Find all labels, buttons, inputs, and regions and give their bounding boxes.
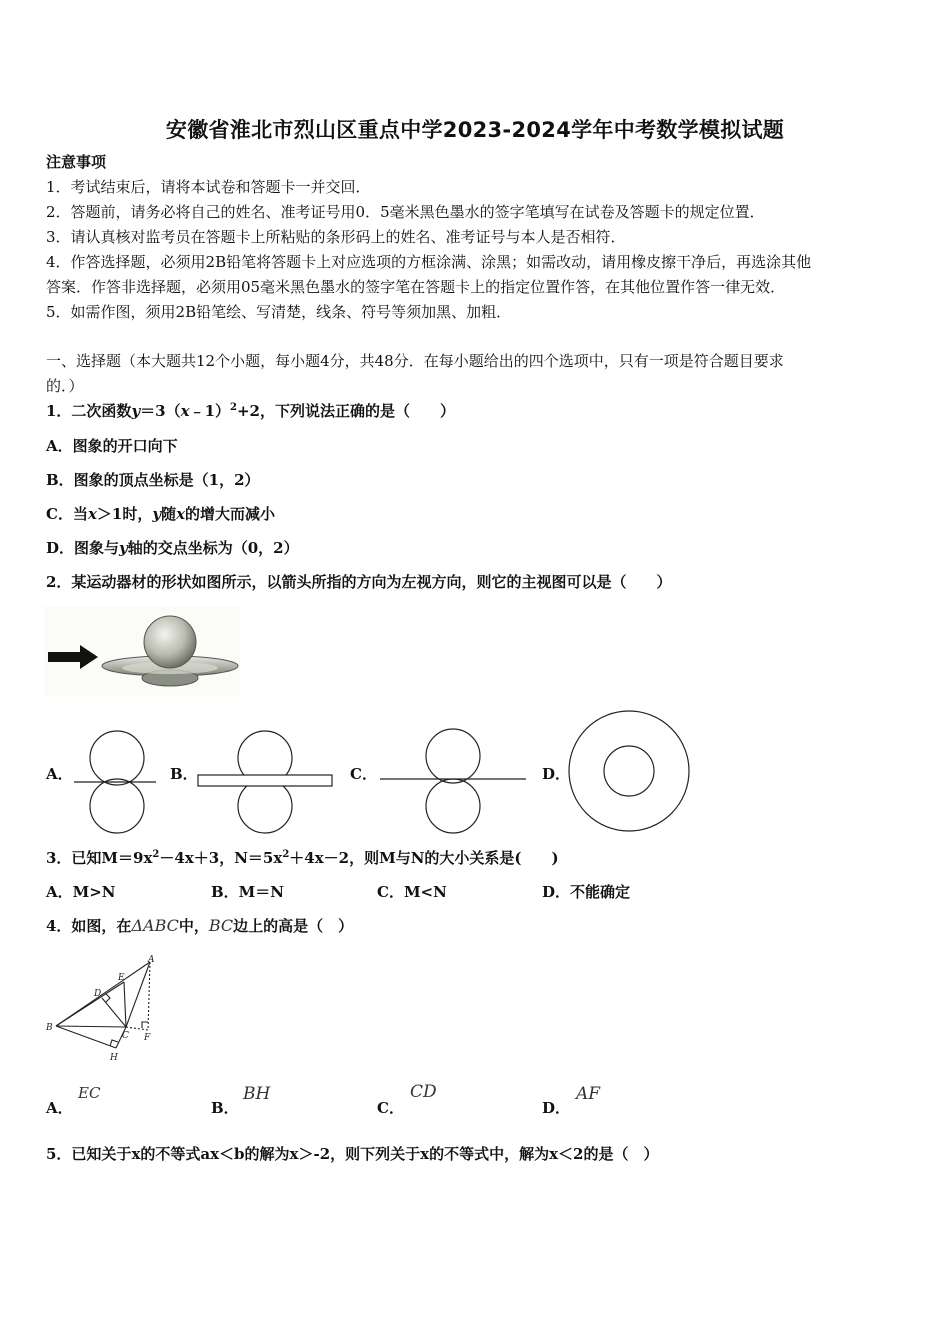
point-label-a: A	[148, 955, 155, 965]
q4-option-d-label: D．	[542, 1099, 571, 1117]
note-item-2: 2．答题前，请务必将自己的姓名、准考证号用0．5毫米黑色墨水的签字笔填写在试卷及答题卡的规定位置．	[46, 203, 765, 221]
q3-stem: 3．已知$M=9x^2-4x+3$，$N=5x^2+4x-2$，则M与N的大小关系是( )	[46, 849, 559, 867]
section-heading-cont: 的．）	[46, 377, 84, 395]
q4-option-d-answer: AF	[576, 1084, 601, 1104]
q1-option-a: A．图象的开口向下	[46, 437, 178, 455]
q2-option-d-label: D．	[542, 765, 571, 783]
q5-stem: 5．已知关于x的不等式ax＜b的解为x＞-2，则下列关于x的不等式中，解为x＜2的是（ ）	[46, 1145, 659, 1163]
point-label-e: E	[118, 973, 125, 983]
q4-option-b-answer: BH	[243, 1084, 271, 1104]
q2-option-a-label: A．	[46, 765, 73, 783]
q2-option-b-label: B．	[170, 765, 198, 783]
q3-option-b: B．M＝N	[211, 883, 284, 901]
q4-option-c-answer: CD	[410, 1082, 437, 1102]
section-heading: 一、选择题（本大题共12个小题，每小题4分，共48分．在每小题给出的四个选项中，只有一项是符合题目要求	[46, 352, 784, 370]
q4-option-b-label: B．	[211, 1099, 239, 1117]
q1-option-c: C．当x＞1时，y随x的增大而减小	[46, 505, 276, 523]
q3-option-a: A．M>N	[46, 883, 116, 901]
point-label-h: H	[110, 1053, 118, 1063]
q2-equipment-figure	[44, 606, 240, 696]
point-label-f: F	[144, 1033, 151, 1043]
q2-stem: 2．某运动器材的形状如图所示，以箭头所指的方向为左视方向，则它的主视图可以是（ ）	[46, 573, 672, 591]
note-item-4-cont: 答案．作答非选择题，必须用05毫米黑色墨水的签字笔在答题卡上的指定位置作答，在其他位置作答一律无效．	[46, 278, 786, 296]
q4-option-a-label: A．	[46, 1099, 73, 1117]
q2-option-a-figure	[70, 730, 160, 834]
q1-option-d: D．图象与y轴的交点坐标为（0，2）	[46, 539, 299, 557]
note-item-4: 4．作答选择题，必须用2B铅笔将答题卡上对应选项的方框涂满、涂黑；如需改动，请用橡皮擦干净后，再选涂其他	[46, 253, 812, 271]
q4-stem: 4．如图，在ΔABC中，BC边上的高是（ ）	[46, 916, 354, 935]
ball-shape	[144, 616, 196, 668]
note-item-1: 1．考试结束后，请将本试卷和答题卡一并交回．	[46, 178, 371, 196]
q2-option-c-label: C．	[350, 765, 377, 783]
q2-option-d-figure	[566, 708, 692, 834]
note-item-3: 3．请认真核对监考员在答题卡上所粘贴的条形码上的姓名、准考证号与本人是否相符．	[46, 228, 626, 246]
notes-heading: 注意事项	[46, 153, 107, 171]
q4-option-a-answer: EC	[78, 1084, 101, 1102]
page-title: 安徽省淮北市烈山区重点中学2023-2024学年中考数学模拟试题	[165, 118, 785, 142]
point-label-c: C	[122, 1031, 129, 1041]
note-item-5: 5．如需作图，须用2B铅笔绘、写清楚，线条、符号等须加黑、加粗．	[46, 303, 512, 321]
q1-option-b: B．图象的顶点坐标是（1，2）	[46, 471, 260, 489]
q1-stem: 1．二次函数y＝3（x﹣1）$^2$+2，下列说法正确的是（ ）	[46, 402, 455, 420]
point-label-b: B	[46, 1023, 53, 1033]
q4-triangle-figure	[44, 954, 162, 1066]
q3-option-d: D．不能确定	[542, 883, 631, 901]
q2-option-b-figure	[195, 730, 337, 834]
point-label-d: D	[94, 989, 102, 999]
q3-option-c: C．M<N	[377, 883, 447, 901]
q4-option-c-label: C．	[377, 1099, 404, 1117]
q2-option-c-figure	[378, 728, 528, 834]
